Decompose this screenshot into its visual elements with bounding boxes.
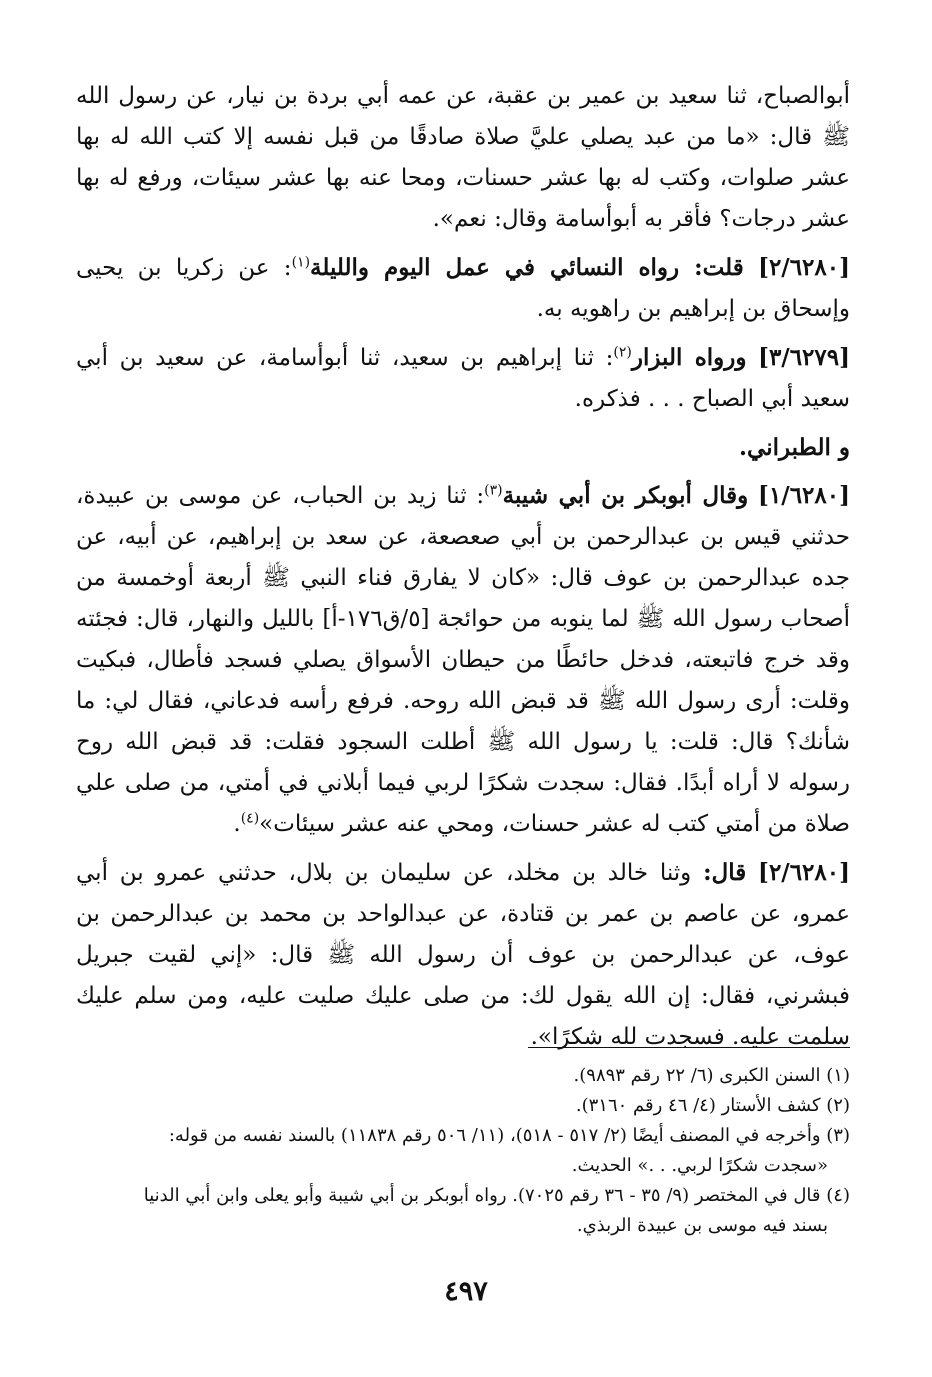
paragraph-lead: ورواه البزار <box>631 344 747 371</box>
footnote-4-continuation: بسند فيه موسى بن عبيدة الربذي. <box>576 1215 828 1236</box>
footnotes <box>76 1061 850 1241</box>
paragraph-5 <box>76 475 850 845</box>
paragraph-body: : ثنا إبراهيم بن سعيد، ثنا أبوأسامة، عن سعيد بن أبي سعيد أبي الصباح . . . فذكره. <box>76 345 850 412</box>
footnote-text: قال في المختصر (٩/ ٣٥ - ٣٦ رقم ٧٠٢٥). رواه أبوبكر بن أبي شيبة وأبو يعلى وابن أبي الدنيا <box>143 1185 821 1206</box>
footnote-1 <box>76 1061 850 1091</box>
footnote-3 <box>76 1121 850 1151</box>
footnote-3-continuation: «سجدت شكرًا لربي. . .» الحديث. <box>571 1155 828 1176</box>
footnote-2 <box>76 1091 850 1121</box>
hadith-number: [٣/٦٢٧٩] <box>758 344 851 371</box>
footnote-number: (٤) <box>826 1185 850 1206</box>
footnote-text: كشف الأستار (٤/ ٤٦ رقم ٣١٦٠). <box>575 1095 821 1116</box>
footnote-4 <box>76 1181 850 1211</box>
footnote-marker[interactable]: (١) <box>291 254 311 271</box>
footnote-marker[interactable]: (٤) <box>240 810 260 827</box>
paragraph-body: وثنا خالد بن مخلد، عن سليمان بن بلال، حدثني عمرو بن أبي عمرو، عن عاصم بن عمر بن قتادة، عن عبدالواحد بن محمد بن عبدالرحمن بن عوف، عن عبدالرحمن بن عوف أن رسول الله ﷺ قال: «إني لقيت جبريل فبشرني، فقال: إن الله يقول لك: من صلى عليك صليت عليه، ومن سلم عليك سلمت عليه. فسجدت لله شكرًا». <box>76 860 850 1050</box>
paragraph-lead: قال: <box>703 859 747 886</box>
paragraph-body: : عن زكريا بن يحيى وإسحاق بن إبراهيم بن راهويه به. <box>76 255 850 322</box>
page-number: ٤٩٧ <box>444 1276 488 1307</box>
paragraph-6 <box>76 852 850 1058</box>
footnote-number: (١) <box>826 1065 850 1086</box>
paragraph-end: . <box>233 811 241 837</box>
footnote-text: وأخرجه في المصنف أيضًا (٢/ ٥١٧ - ٥١٨)، (١١/ ٥٠٦ رقم ١١٨٣٨) بالسند نفسه من قوله: <box>168 1125 821 1146</box>
paragraph-3 <box>76 337 850 420</box>
paragraph-lead: وقال أبوبكر بن أبي شيبة <box>502 482 749 509</box>
hadith-number: [١/٦٢٨٠] <box>758 482 850 509</box>
paragraph-lead: قلت: رواه النسائي في عمل اليوم والليلة <box>310 254 744 281</box>
footnote-number: (٢) <box>826 1095 850 1116</box>
main-text <box>76 76 850 1065</box>
paragraph-2 <box>76 247 850 330</box>
hadith-number: [٢/٦٢٨٠] <box>758 859 850 886</box>
footnote-divider <box>528 1047 850 1048</box>
hadith-number: [٢/٦٢٨٠] <box>758 254 851 281</box>
footnote-text: السنن الكبرى (٦/ ٢٢ رقم ٩٨٩٣). <box>573 1065 821 1086</box>
paragraph-1: أبوالصباح، ثنا سعيد بن عمير بن عقبة، عن عمه أبي بردة بن نيار، عن رسول الله ﷺ قال: «ما من عبد يصلي عليَّ صلاة صادقًا من قبل نفسه إلا كتب الله له بها عشر صلوات، وكتب له بها عشر حسنات، ومحا عنه بها عشر سيئات، ورفع له بها عشر درجات؟ فأقر به أبوأسامة وقال: نعم». <box>76 83 850 232</box>
paragraph-body: : ثنا زيد بن الحباب، عن موسى بن عبيدة، حدثني قيس بن عبدالرحمن بن أبي صعصعة، عن سعد بن إبراهيم، عن أبيه، عن جده عبدالرحمن بن عوف قال: «كان لا يفارق فناء النبي ﷺ أربعة أوخمسة من أصحاب رسول الله ﷺ لما ينوبه من حوائجة [٥/ق١٧٦-أ] بالليل والنهار، قال: فجئته وقد خرج فاتبعته، فدخل حائطًا من حيطان الأسواق يصلي فسجد فأطال، فبكيت وقلت: أرى رسول الله ﷺ قد قبض الله روحه. فرفع رأسه فدعاني، فقال لي: ما شأنك؟ قال: قلت: يا رسول الله ﷺ أطلت السجود فقلت: قد قبض الله روح رسوله لا أراه أبدًا. فقال: سجدت شكرًا لربي فيما أبلاني في أمتي، من صلى علي صلاة من أمتي كتب له عشر حسنات، ومحي عنه عشر سيئات» <box>76 483 850 837</box>
footnote-marker[interactable]: (٣) <box>484 482 503 499</box>
footnote-marker[interactable]: (٢) <box>613 344 632 361</box>
footnote-number: (٣) <box>826 1125 850 1146</box>
paragraph-4: و الطبراني. <box>739 434 850 461</box>
